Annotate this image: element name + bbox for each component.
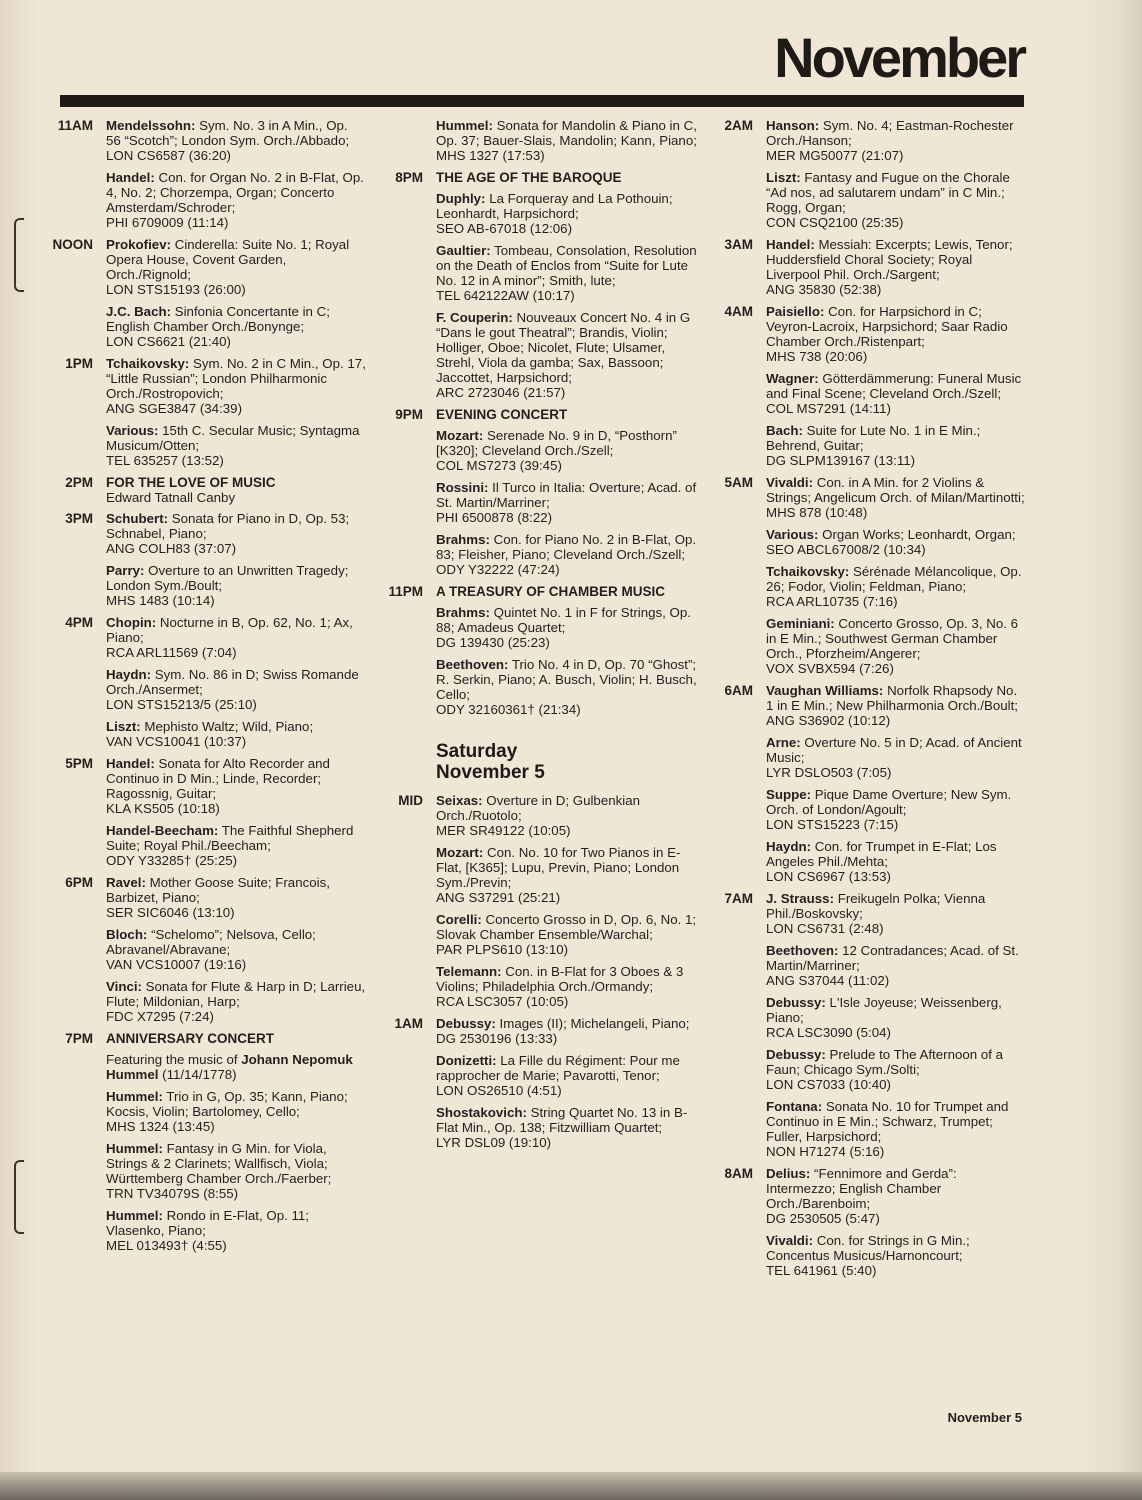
composer-name: Rossini:	[436, 480, 489, 495]
record-label: SEO ABCL67008/2 (10:34)	[766, 542, 926, 557]
work-details: Concerto Grosso in D, Op. 6, No. 1; Slovak Chamber Ensemble/Warchal;	[436, 912, 697, 942]
time-slot	[48, 875, 366, 1024]
composer-name: Beethoven:	[436, 657, 509, 672]
program-entry	[766, 735, 1028, 780]
program-entry	[766, 304, 1028, 364]
work-details: Sonata for Piano in D, Op. 53; Schnabel, Piano;	[106, 511, 350, 541]
program-entry	[436, 793, 700, 838]
record-label: ANG 35830 (52:38)	[766, 282, 882, 297]
program-entry	[766, 1047, 1028, 1092]
work-details: Overture in D; Gulbenkian Orch./Ruotolo;	[436, 793, 640, 823]
record-label: LON STS15213/5 (25:10)	[106, 697, 257, 712]
composer-name: Hanson:	[766, 118, 820, 133]
composer-name: Corelli:	[436, 912, 482, 927]
time-label: 1PM	[65, 356, 93, 371]
program-entry	[106, 118, 366, 163]
work-details: L'Isle Joyeuse; Weissenberg, Piano;	[766, 995, 1002, 1025]
time-label: 11PM	[388, 584, 423, 599]
composer-name: Tchaikovsky:	[766, 564, 850, 579]
program-entry	[436, 964, 700, 1009]
program-entry	[766, 475, 1028, 520]
record-label: ANG S37291 (25:21)	[436, 890, 561, 905]
composer-name: Brahms:	[436, 605, 490, 620]
work-details: Sym. No. 4; Eastman-Rochester Orch./Hanson;	[766, 118, 1014, 148]
program-entry	[766, 616, 1028, 676]
time-slot	[48, 118, 366, 230]
program-entry	[436, 605, 700, 650]
work-details: Mother Goose Suite; Francois, Barbizet, Piano;	[106, 875, 330, 905]
program-entry	[436, 1105, 700, 1150]
work-details: “Fennimore and Gerda”: Intermezzo; English Chamber Orch./Barenboim;	[766, 1166, 957, 1211]
composer-name: Telemann:	[436, 964, 502, 979]
composer-name: Haydn:	[106, 667, 152, 682]
record-label: RCA ARL10735 (7:16)	[766, 594, 898, 609]
composer-name: Vivaldi:	[766, 1233, 814, 1248]
composer-name: Schubert:	[106, 511, 169, 526]
time-slot	[708, 304, 1028, 468]
record-label: PHI 6709009 (11:14)	[106, 215, 229, 230]
program-entry	[106, 304, 366, 349]
time-slot	[378, 584, 700, 717]
work-details: Nouveaux Concert No. 4 in G “Dans le gout Theatral”; Brandis, Violin; Holliger, Oboe; Nicolet, Flute; Ulsamer, Strehl, Viola da gamba; Sax, Bassoon; Jaccottet, Harpsichord;	[436, 310, 691, 385]
record-label: TEL 641961 (5:40)	[766, 1263, 877, 1278]
program-entry	[106, 875, 366, 920]
program-entry	[106, 1208, 366, 1253]
month-title: November	[774, 26, 1024, 89]
record-label: KLA KS505 (10:18)	[106, 801, 220, 816]
composer-name: Vaughan Williams:	[766, 683, 884, 698]
time-slot	[48, 1031, 366, 1253]
record-label: MHS 738 (20:06)	[766, 349, 868, 364]
program-entry	[106, 823, 366, 868]
composer-name: Various:	[766, 527, 819, 542]
work-details: La Forqueray and La Pothouin; Leonhardt, Harpsichord;	[436, 191, 673, 221]
time-label: 6AM	[724, 683, 753, 698]
schedule-column-3	[708, 118, 1028, 1285]
program-name: ANNIVERSARY CONCERT	[106, 1031, 275, 1046]
work-details: Overture No. 5 in D; Acad. of Ancient Music;	[766, 735, 1022, 765]
work-details: Fantasy and Fugue on the Chorale “Ad nos, ad salutarem undam” in C Min.; Rogg, Organ;	[766, 170, 1010, 215]
record-label: LON CS6621 (21:40)	[106, 334, 231, 349]
work-details: Con. in A Min. for 2 Violins & Strings; Angelicum Orch. of Milan/Martinotti;	[766, 475, 1025, 505]
record-label: RCA ARL11569 (7:04)	[106, 645, 237, 660]
record-label: LON STS15193 (26:00)	[106, 282, 246, 297]
page-bottom-edge	[0, 1472, 1142, 1500]
record-label: LYR DSL09 (19:10)	[436, 1135, 552, 1150]
composer-name: Hummel:	[436, 118, 493, 133]
time-label: 3AM	[724, 237, 753, 252]
program-entry	[106, 927, 366, 972]
program-entry	[106, 1089, 366, 1134]
composer-name: Bach:	[766, 423, 803, 438]
time-label: 2PM	[65, 475, 93, 490]
record-label: DG SLPM139167 (13:11)	[766, 453, 916, 468]
record-label: PHI 6500878 (8:22)	[436, 510, 553, 525]
program-entry	[436, 118, 700, 163]
program-name: A TREASURY OF CHAMBER MUSIC	[436, 584, 666, 599]
program-name: THE AGE OF THE BAROQUE	[436, 170, 622, 185]
record-label: TRN TV34079S (8:55)	[106, 1186, 239, 1201]
time-slot	[378, 1016, 700, 1150]
feature-note	[106, 1052, 366, 1082]
record-label: DG 2530196 (13:33)	[436, 1031, 558, 1046]
time-slot	[708, 118, 1028, 230]
work-details: Sym. No. 3 in A Min., Op. 56 “Scotch”; London Sym. Orch./Abbado;	[106, 118, 350, 148]
work-details: Con. No. 10 for Two Pianos in E-Flat, [K365]; Lupu, Previn, Piano; London Sym./Previn;	[436, 845, 681, 890]
time-label: 6PM	[65, 875, 93, 890]
composer-name: Shostakovich:	[436, 1105, 527, 1120]
record-label: LON CS6967 (13:53)	[766, 869, 891, 884]
time-label: 3PM	[65, 511, 93, 526]
composer-name: Hummel:	[106, 1208, 163, 1223]
record-label: LON CS6587 (36:20)	[106, 148, 231, 163]
record-label: CON CSQ2100 (25:35)	[766, 215, 904, 230]
time-slot	[708, 475, 1028, 676]
schedule-column-1	[48, 118, 366, 1260]
feature-prefix: Featuring the music of	[106, 1052, 242, 1067]
record-label: LON CS6731 (2:48)	[766, 921, 884, 936]
schedule-column-2	[378, 118, 700, 1157]
program-entry	[766, 564, 1028, 609]
work-details: 15th C. Secular Music; Syntagma Musicum/Otten;	[106, 423, 360, 453]
work-details: Freikugeln Polka; Vienna Phil./Boskovsky;	[766, 891, 986, 921]
record-label: ARC 2723046 (21:57)	[436, 385, 566, 400]
program-entry	[436, 1053, 700, 1098]
program-entry	[106, 423, 366, 468]
work-details: The Faithful Shepherd Suite; Royal Phil./Beecham;	[106, 823, 354, 853]
time-slot	[708, 237, 1028, 297]
record-label: RCA LSC3057 (10:05)	[436, 994, 569, 1009]
program-entry	[436, 428, 700, 473]
composer-name: Liszt:	[106, 719, 141, 734]
record-label: MHS 1324 (13:45)	[106, 1119, 215, 1134]
record-label: VAN VCS10041 (10:37)	[106, 734, 247, 749]
composer-name: Paisiello:	[766, 304, 825, 319]
program-entry	[106, 511, 366, 556]
time-label: 4AM	[724, 304, 753, 319]
work-details: 12 Contradances; Acad. of St. Martin/Marriner;	[766, 943, 1019, 973]
work-details: Organ Works; Leonhardt, Organ;	[818, 527, 1016, 542]
composer-name: Debussy:	[436, 1016, 496, 1031]
composer-name: Hummel:	[106, 1141, 163, 1156]
feature-composer: Johann Nepomuk Hummel	[106, 1052, 353, 1082]
composer-name: Prokofiev:	[106, 237, 172, 252]
work-details: Con. for Piano No. 2 in B-Flat, Op. 83; Fleisher, Piano; Cleveland Orch./Szell;	[436, 532, 697, 562]
program-entry	[436, 191, 700, 236]
program-entry	[766, 683, 1028, 728]
work-details: Messiah: Excerpts; Lewis, Tenor; Huddersfield Choral Society; Royal Liverpool Phil. Orch./Sargent;	[766, 237, 1013, 282]
program-entry	[106, 563, 366, 608]
work-details: Cinderella: Suite No. 1; Royal Opera House, Covent Garden, Orch./Rignold;	[106, 237, 350, 282]
program-entry	[436, 480, 700, 525]
program-entry	[766, 787, 1028, 832]
program-entry	[106, 667, 366, 712]
record-label: ODY Y32222 (47:24)	[436, 562, 560, 577]
record-label: MHS 1327 (17:53)	[436, 148, 545, 163]
composer-name: Liszt:	[766, 170, 801, 185]
record-label: LON OS26510 (4:51)	[436, 1083, 562, 1098]
composer-name: Donizetti:	[436, 1053, 497, 1068]
composer-name: Geminiani:	[766, 616, 835, 631]
composer-name: F. Couperin:	[436, 310, 513, 325]
composer-name: Hummel:	[106, 1089, 163, 1104]
program-entry	[766, 1166, 1028, 1226]
record-label: SER SIC6046 (13:10)	[106, 905, 235, 920]
composer-name: Vivaldi:	[766, 475, 814, 490]
record-label: FDC X7295 (7:24)	[106, 1009, 214, 1024]
work-details: Con. for Organ No. 2 in B-Flat, Op. 4, No. 2; Chorzempa, Organ; Concerto Amsterdam/Schroder;	[106, 170, 364, 215]
binding-staple-bottom	[14, 1160, 24, 1234]
composer-name: Arne:	[766, 735, 801, 750]
work-details: La Fille du Régiment: Pour me rapprocher de Marie; Pavarotti, Tenor;	[436, 1053, 680, 1083]
time-slot	[48, 237, 366, 349]
time-label: NOON	[52, 237, 93, 252]
work-details: Concerto Grosso, Op. 3, No. 6 in E Min.; Southwest German Chamber Orch., Pforzheim/Angerer;	[766, 616, 1018, 661]
time-label: 9PM	[395, 407, 423, 422]
time-slot	[378, 793, 700, 1009]
composer-name: Gaultier:	[436, 243, 491, 258]
time-label: 4PM	[65, 615, 93, 630]
time-slot	[708, 683, 1028, 884]
program-entry	[106, 979, 366, 1024]
composer-name: Handel:	[106, 170, 155, 185]
composer-name: Bloch:	[106, 927, 148, 942]
record-label: ANG COLH83 (37:07)	[106, 541, 237, 556]
time-slot	[378, 407, 700, 577]
composer-name: Vinci:	[106, 979, 142, 994]
composer-name: Mendelssohn:	[106, 118, 196, 133]
record-label: COL MS7273 (39:45)	[436, 458, 562, 473]
work-details: Sérénade Mélancolique, Op. 26; Fodor, Violin; Feldman, Piano;	[766, 564, 1022, 594]
program-entry	[106, 1141, 366, 1201]
program-entry	[106, 756, 366, 816]
program-entry	[436, 912, 700, 957]
time-slot	[708, 891, 1028, 1159]
time-label: 8PM	[395, 170, 423, 185]
program-name: FOR THE LOVE OF MUSIC	[106, 475, 276, 490]
record-label: LYR DSLO503 (7:05)	[766, 765, 892, 780]
program-entry	[106, 170, 366, 230]
record-label: ANG S37044 (11:02)	[766, 973, 890, 988]
program-title	[436, 407, 700, 422]
time-slot	[48, 356, 366, 468]
record-label: MEL 013493† (4:55)	[106, 1238, 227, 1253]
program-title	[106, 475, 366, 505]
composer-name: Brahms:	[436, 532, 490, 547]
program-entry	[436, 243, 700, 303]
work-details: Sym. No. 2 in C Min., Op. 17, “Little Russian”; London Philharmonic Orch./Rostropovich;	[106, 356, 366, 401]
work-details: Sonata No. 10 for Trumpet and Continuo in E Min.; Schwarz, Trumpet; Fuller, Harpsichord;	[766, 1099, 1009, 1144]
work-details: Sonata for Alto Recorder and Continuo in D Min.; Linde, Recorder; Ragossnig, Guitar;	[106, 756, 330, 801]
program-entry	[436, 310, 700, 400]
program-entry	[106, 719, 366, 749]
work-details: String Quartet No. 13 in B-Flat Min., Op. 138; Fitzwilliam Quartet;	[436, 1105, 688, 1135]
record-label: ODY Y33285† (25:25)	[106, 853, 238, 868]
composer-name: Delius:	[766, 1166, 811, 1181]
time-label: 8AM	[724, 1166, 753, 1181]
record-label: RCA LSC3090 (5:04)	[766, 1025, 891, 1040]
work-details: Norfolk Rhapsody No. 1 in E Min.; New Philharmonia Orch./Boult;	[766, 683, 1019, 713]
composer-name: Wagner:	[766, 371, 819, 386]
record-label: VAN VCS10007 (19:16)	[106, 957, 247, 972]
record-label: COL MS7291 (14:11)	[766, 401, 891, 416]
composer-name: Mozart:	[436, 845, 484, 860]
record-label: MER SR49122 (10:05)	[436, 823, 571, 838]
record-label: TEL 642122AW (10:17)	[436, 288, 575, 303]
program-entry	[436, 1016, 700, 1046]
work-details: “Schelomo”; Nelsova, Cello; Abravanel/Abravane;	[106, 927, 316, 957]
work-details: Sinfonia Concertante in C; English Chamber Orch./Bonynge;	[106, 304, 330, 334]
work-details: Trio in G, Op. 35; Kann, Piano; Kocsis, Violin; Bartolomey, Cello;	[106, 1089, 348, 1119]
composer-name: Haydn:	[766, 839, 812, 854]
feature-date: (11/14/1778)	[158, 1067, 237, 1082]
binding-staple-top	[14, 218, 24, 292]
record-label: SEO AB-67018 (12:06)	[436, 221, 573, 236]
work-details: Il Turco in Italia: Overture; Acad. of St. Martin/Marriner;	[436, 480, 697, 510]
program-entry	[766, 170, 1028, 230]
time-label: 7AM	[724, 891, 753, 906]
composer-name: Beethoven:	[766, 943, 839, 958]
time-slot	[708, 1166, 1028, 1278]
work-details: Quintet No. 1 in F for Strings, Op. 88; Amadeus Quartet;	[436, 605, 691, 635]
time-label: 2AM	[724, 118, 753, 133]
record-label: PAR PLPS610 (13:10)	[436, 942, 569, 957]
program-entry	[766, 237, 1028, 297]
record-label: NON H71274 (5:16)	[766, 1144, 885, 1159]
work-details: Serenade No. 9 in D, “Posthorn” [K320]; Cleveland Orch./Szell;	[436, 428, 677, 458]
composer-name: Handel:	[766, 237, 815, 252]
day-heading-date: November 5	[436, 762, 545, 783]
page-footer: November 5	[947, 1410, 1022, 1425]
work-details: Sonata for Flute & Harp in D; Larrieu, Flute; Mildonian, Harp;	[106, 979, 366, 1009]
program-title	[106, 1031, 366, 1046]
composer-name: Ravel:	[106, 875, 146, 890]
program-entry	[766, 1099, 1028, 1159]
composer-name: Parry:	[106, 563, 145, 578]
record-label: LON STS15223 (7:15)	[766, 817, 899, 832]
program-entry	[436, 845, 700, 905]
program-entry	[766, 371, 1028, 416]
composer-name: Chopin:	[106, 615, 157, 630]
program-entry	[766, 891, 1028, 936]
program-entry	[106, 237, 366, 297]
time-label: MID	[398, 793, 423, 808]
composer-name: Fontana:	[766, 1099, 823, 1114]
program-entry	[436, 532, 700, 577]
record-label: ANG SGE3847 (34:39)	[106, 401, 242, 416]
program-entry	[766, 839, 1028, 884]
work-details: Rondo in E-Flat, Op. 11; Vlasenko, Piano;	[106, 1208, 309, 1238]
composer-name: Handel:	[106, 756, 155, 771]
record-label: DG 139430 (25:23)	[436, 635, 550, 650]
work-details: Con. for Trumpet in E-Flat; Los Angeles Phil./Mehta;	[766, 839, 997, 869]
work-details: Tombeau, Consolation, Resolution on the Death of Enclos from “Suite for Lute No. 12 in A minor”; Smith, lute;	[436, 243, 697, 288]
program-entry	[106, 356, 366, 416]
composer-name: Seixas:	[436, 793, 483, 808]
work-details: Prelude to The Afternoon of a Faun; Chicago Sym./Solti;	[766, 1047, 1004, 1077]
record-label: MER MG50077 (21:07)	[766, 148, 904, 163]
work-details: Sonata for Mandolin & Piano in C, Op. 37; Bauer-Slais, Mandolin; Kann, Piano;	[436, 118, 697, 148]
work-details: Fantasy in G Min. for Viola, Strings & 2 Clarinets; Wallfisch, Viola; Württemberg Chamber Orch./Faerber;	[106, 1141, 332, 1186]
day-heading	[436, 741, 700, 783]
composer-name: Handel-Beecham:	[106, 823, 219, 838]
header-rule	[60, 95, 1024, 107]
time-slot	[378, 118, 700, 163]
work-details: Overture to an Unwritten Tragedy; London Sym./Boult;	[106, 563, 349, 593]
program-title	[436, 170, 700, 185]
time-label: 7PM	[65, 1031, 93, 1046]
composer-name: Debussy:	[766, 1047, 826, 1062]
program-entry	[766, 1233, 1028, 1278]
composer-name: J. Strauss:	[766, 891, 834, 906]
record-label: TEL 635257 (13:52)	[106, 453, 224, 468]
composer-name: Suppe:	[766, 787, 812, 802]
time-label: 5PM	[65, 756, 93, 771]
work-details: Nocturne in B, Op. 62, No. 1; Ax, Piano;	[106, 615, 353, 645]
day-heading-weekday: Saturday	[436, 741, 518, 762]
work-details: Pique Dame Overture; New Sym. Orch. of London/Agoult;	[766, 787, 1012, 817]
program-entry	[766, 423, 1028, 468]
work-details: Con. in B-Flat for 3 Oboes & 3 Violins; Philadelphia Orch./Ormandy;	[436, 964, 684, 994]
composer-name: Duphly:	[436, 191, 486, 206]
time-label: 1AM	[394, 1016, 423, 1031]
record-label: VOX SVBX594 (7:26)	[766, 661, 894, 676]
time-slot	[378, 170, 700, 400]
record-label: ODY 32160361† (21:34)	[436, 702, 581, 717]
program-entry	[436, 657, 700, 717]
composer-name: Various:	[106, 423, 159, 438]
time-label: 5AM	[724, 475, 753, 490]
program-entry	[766, 995, 1028, 1040]
program-host: Edward Tatnall Canby	[106, 490, 236, 505]
program-entry	[106, 615, 366, 660]
program-title	[436, 584, 700, 599]
work-details: Images (II); Michelangeli, Piano;	[495, 1016, 690, 1031]
work-details: Suite for Lute No. 1 in E Min.; Behrend, Guitar;	[766, 423, 981, 453]
time-label: 11AM	[57, 118, 93, 133]
program-entry	[766, 527, 1028, 557]
work-details: Götterdämmerung: Funeral Music and Final Scene; Cleveland Orch./Szell;	[766, 371, 1022, 401]
time-slot	[48, 756, 366, 868]
time-slot	[48, 475, 366, 505]
program-entry	[766, 118, 1028, 163]
record-label: DG 2530505 (5:47)	[766, 1211, 880, 1226]
time-slot	[48, 615, 366, 749]
work-details: Mephisto Waltz; Wild, Piano;	[140, 719, 314, 734]
work-details: Con. for Strings in G Min.; Concentus Musicus/Harnoncourt;	[766, 1233, 970, 1263]
time-slot	[48, 511, 366, 608]
record-label: LON CS7033 (10:40)	[766, 1077, 891, 1092]
work-details: Trio No. 4 in D, Op. 70 “Ghost”; R. Serkin, Piano; A. Busch, Violin; H. Busch, Cello;	[436, 657, 697, 702]
record-label: MHS 878 (10:48)	[766, 505, 868, 520]
work-details: Sym. No. 86 in D; Swiss Romande Orch./Ansermet;	[106, 667, 359, 697]
program-name: EVENING CONCERT	[436, 407, 568, 422]
composer-name: Tchaikovsky:	[106, 356, 190, 371]
composer-name: Debussy:	[766, 995, 826, 1010]
composer-name: Mozart:	[436, 428, 484, 443]
program-entry	[766, 943, 1028, 988]
record-label: MHS 1483 (10:14)	[106, 593, 215, 608]
record-label: ANG S36902 (10:12)	[766, 713, 891, 728]
work-details: Con. for Harpsichord in C; Veyron-Lacroix, Harpsichord; Saar Radio Chamber Orch./Ristenpart;	[766, 304, 1008, 349]
composer-name: J.C. Bach:	[106, 304, 172, 319]
